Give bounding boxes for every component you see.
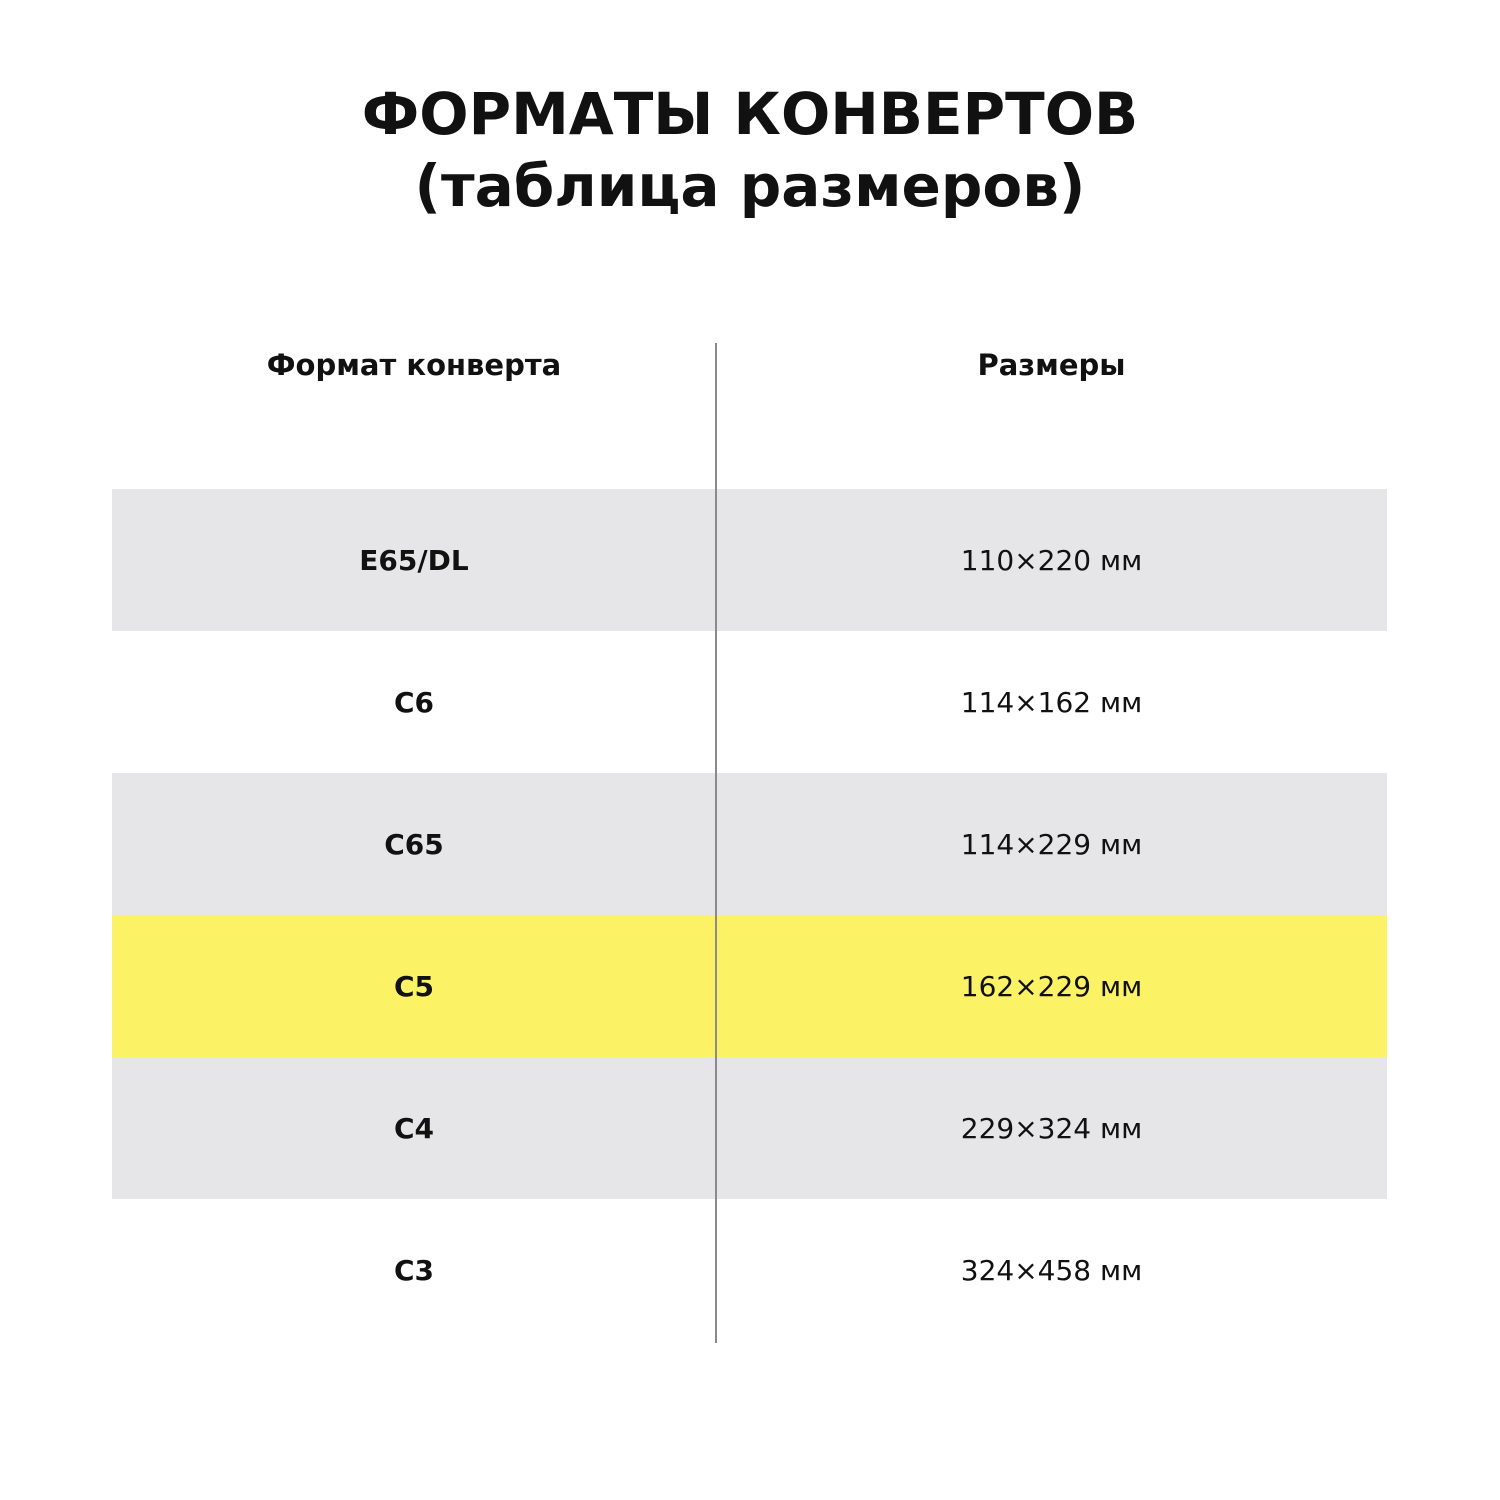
page-title — [0, 78, 1500, 222]
format-cell: C3 — [393, 1253, 435, 1287]
table-header-row — [112, 340, 1387, 400]
format-cell: C4 — [393, 1111, 435, 1145]
size-cell: 114×162 мм — [960, 685, 1143, 719]
size-cell: 324×458 мм — [960, 1253, 1143, 1287]
format-cell: C6 — [393, 685, 435, 719]
header-format: Формат конверта — [266, 348, 562, 382]
table-row — [112, 1057, 1387, 1199]
size-cell: 114×229 мм — [960, 827, 1143, 861]
format-cell: C5 — [393, 969, 435, 1003]
table-row — [112, 631, 1387, 773]
header-sizes: Размеры — [977, 348, 1126, 382]
column-divider — [715, 343, 717, 1343]
table-row — [112, 489, 1387, 631]
table-row-highlighted — [112, 915, 1387, 1057]
table-body — [112, 489, 1387, 1341]
title-line-1: ФОРМАТЫ КОНВЕРТОВ — [361, 80, 1139, 148]
table-row — [112, 1199, 1387, 1341]
size-cell: 162×229 мм — [960, 969, 1143, 1003]
format-cell: C65 — [384, 827, 444, 861]
size-cell: 110×220 мм — [960, 543, 1143, 577]
format-cell: E65/DL — [359, 543, 469, 577]
title-line-2: (таблица размеров) — [414, 152, 1086, 220]
size-cell: 229×324 мм — [960, 1111, 1143, 1145]
table-row — [112, 773, 1387, 915]
